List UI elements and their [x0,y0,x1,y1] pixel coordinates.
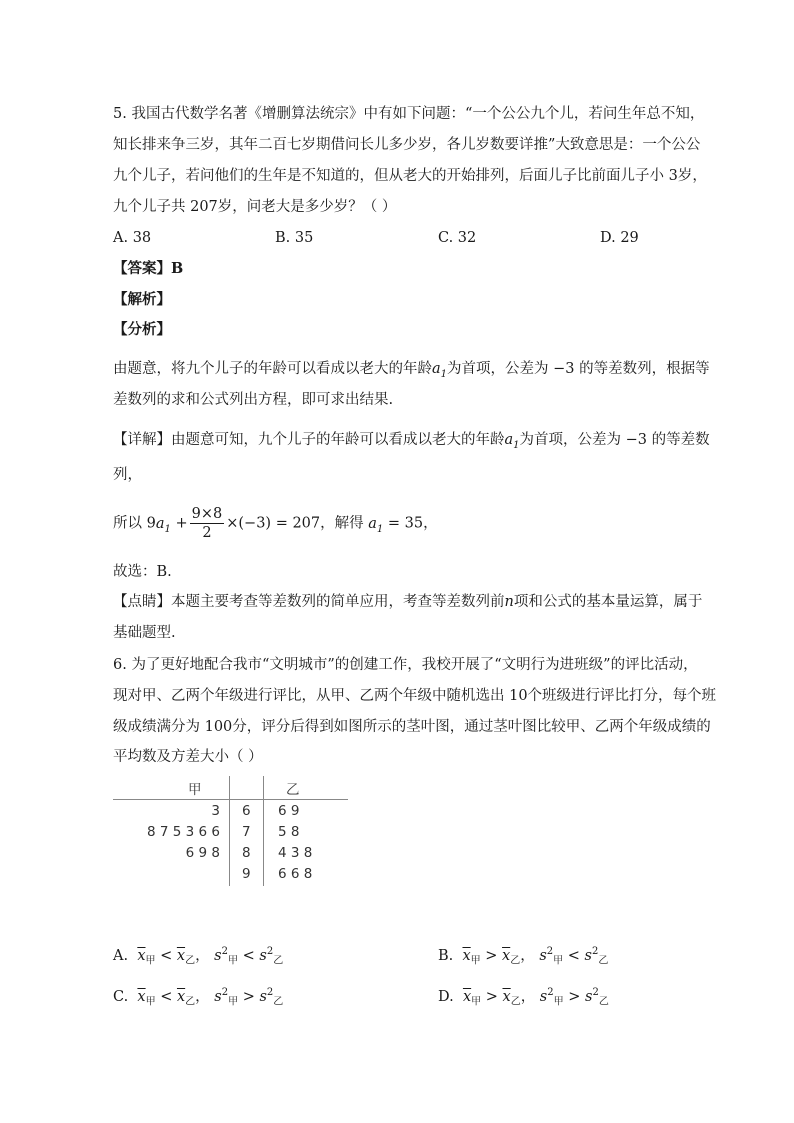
q5-fenxi-part-2: 为首项，公差为 −3 的等差数列，根据等 [447,361,710,377]
q5-choose: 故选：B. [113,564,172,580]
q5-line-3: 九个儿子，若问他们的生年是不知道的，但从老大的开始排列，后面儿子比前面儿子小 3岁， [113,168,707,184]
q5-line-2: 知长排来争三岁，其年二百七岁期借问长儿多少岁，各儿岁数要详推”大致意思是：一个公公 [113,137,701,153]
left-leaves-row-1: 3 [211,803,220,819]
q5-comment-part-2: 项和公式的基本量运算，属于 [513,594,703,610]
q5-option-b: B. 35 [275,230,314,246]
q6-line-4: 平均数及方差大小（ ） [113,749,263,765]
left-header: 甲 [188,782,202,798]
q5-comment-line-1 [113,592,702,612]
stem-row-2: 7 [242,824,251,840]
q6-line-3: 级成绩满分为 100分，评分后得到如图所示的茎叶图，通过茎叶图比较甲、乙两个年级成绩的 [113,719,711,735]
q5-detail-line-1 [113,430,710,456]
header-divider [113,799,348,800]
a1-var: $a_1$ [432,361,448,380]
fraction: $\frac{9\times 8}{2}$ [191,506,223,541]
q5-fenxi-part-1: 由题意，将九个儿子的年龄可以看成以老大的年龄 [113,361,432,377]
q5-fenxi-line-1 [113,359,710,385]
right-header: 乙 [286,782,300,798]
q5-formula: 所以 $9a_1$ + $\frac{9\times 8}{2}$ ×(−3) = 207，解得 $a_1 = 35$， [113,506,438,541]
right-leaves-row-4: 6 6 8 [278,866,313,882]
q6-option-d: D. $\overline{x}_甲 > \overline{x}_乙$， $s^2_甲 > s^2_乙$ [438,987,609,1008]
q5-comment-line-2: 基础题型. [113,625,176,641]
right-leaves-row-2: 5 8 [278,824,300,840]
q5-fenxi-line-2: 差数列的求和公式列出方程，即可求出结果. [113,392,394,408]
q6-line-1: 6. 为了更好地配合我市“文明城市”的创建工作，我校开展了“文明行为进班级”的评比活动， [113,657,698,673]
q5-detail-line-2: 列， [113,467,142,483]
stem-row-1: 6 [242,803,251,819]
right-leaves-row-1: 6 9 [278,803,300,819]
q5-answer: 【答案】B [113,260,184,277]
q5-detail-part-2: 为首项，公差为 −3 的等差数 [519,432,710,448]
stem-row-3: 8 [242,845,251,861]
left-leaves-row-2: 8 7 5 3 6 6 [147,824,220,840]
n-var: n [504,594,514,610]
q5-comment-part-1: 【点睛】本题主要考查等差数列的简单应用，考查等差数列前 [113,594,505,610]
q5-line-1: 5. 我国古代数学名著《增删算法统宗》中有如下问题：“一个公公九个儿，若问生年总不知， [113,106,705,122]
q6-option-c: C. $\overline{x}_甲 < \overline{x}_乙$， $s^2_甲 > s^2_乙$ [113,987,284,1008]
stem-leaf-plot [113,776,358,891]
left-leaves-row-3: 6 9 8 [185,845,220,861]
a1-var: $a_1$ [504,432,520,451]
q5-analysis-label: 【解析】 [113,291,171,308]
stem-row-4: 9 [242,866,251,882]
q5-detail-part-1: 【详解】由题意可知，九个儿子的年龄可以看成以老大的年龄 [113,432,505,448]
q6-line-2: 现对甲、乙两个年级进行评比，从甲、乙两个年级中随机选出 10个班级进行评比打分，每个班 [113,688,717,704]
q5-fenxi-label: 【分析】 [113,321,171,338]
q5-option-d: D. 29 [600,230,639,246]
q5-option-a: A. 38 [113,230,152,246]
q5-line-4: 九个儿子共 207岁，问老大是多少岁？（ ） [113,199,397,215]
q5-option-c: C. 32 [438,230,477,246]
stem-divider-left [229,776,230,886]
q6-option-a: A. $\overline{x}_甲 < \overline{x}_乙$， $s^2_甲 < s^2_乙$ [113,946,284,967]
stem-divider-right [263,776,264,886]
right-leaves-row-3: 4 3 8 [278,845,313,861]
q6-option-b: B. $\overline{x}_甲 > \overline{x}_乙$， $s^2_甲 < s^2_乙$ [438,946,609,967]
